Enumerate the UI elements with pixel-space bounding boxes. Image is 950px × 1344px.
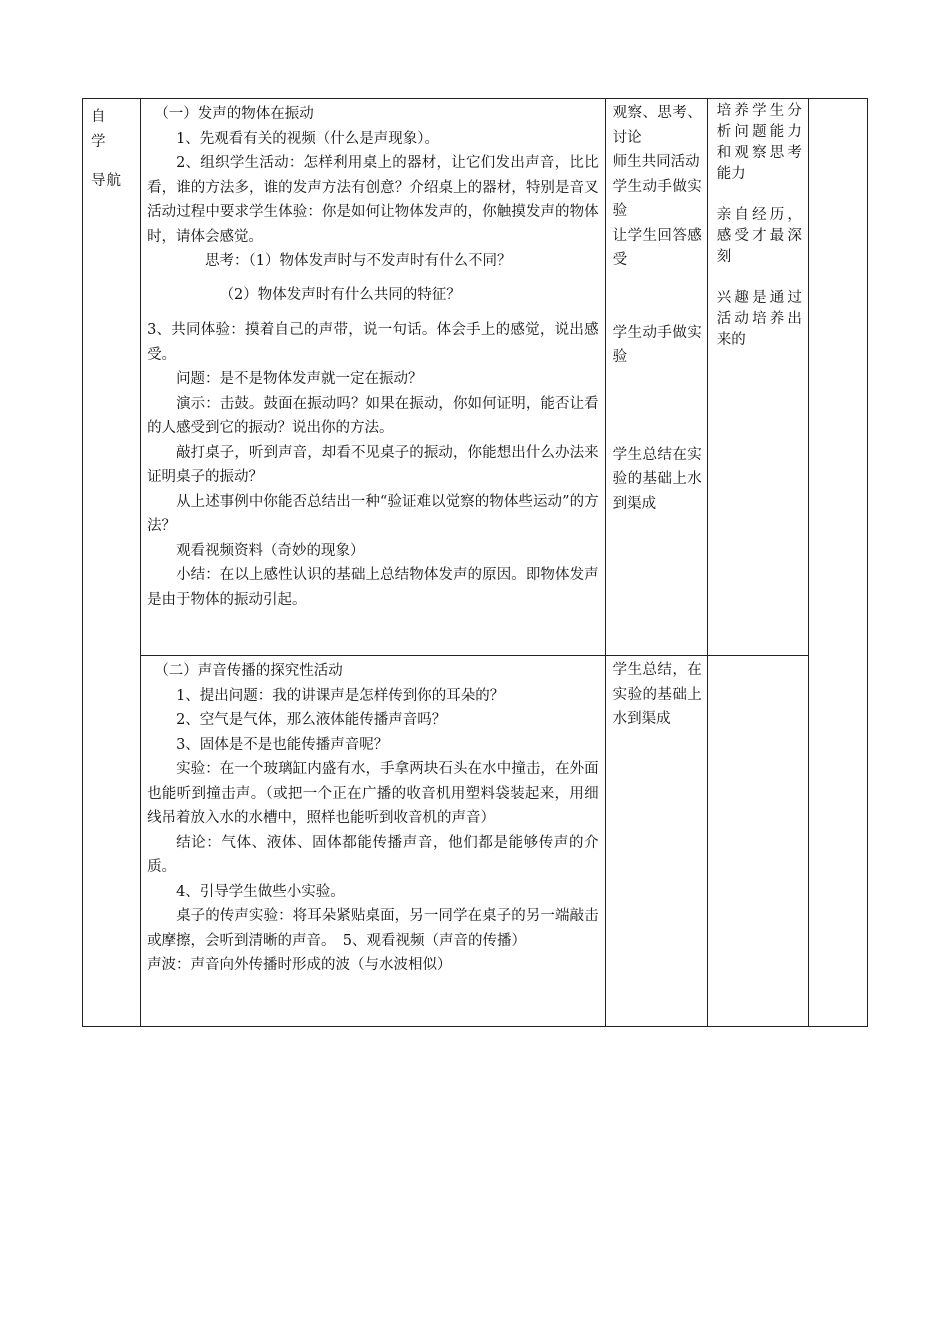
- section-label-line2: 导航: [91, 173, 122, 189]
- paragraph: 思考：（1）物体发声时与不发声时有什么不同？: [205, 253, 512, 269]
- paragraph: 4、引导学生做些小实验。: [176, 883, 345, 900]
- paragraph: 小结：在以上感性认识的基础上总结物体发声的原因。即物体发声是由于物体的振动引起。: [147, 567, 599, 608]
- activity-text: 让学生回答感受: [612, 227, 702, 268]
- paragraph: 桌子的传声实验：将耳朵紧贴桌面，另一同学在桌子的另一端敲击或摩擦，会听到清晰的声音。 5、观看视频（声音的传播）: [147, 908, 599, 949]
- part2-title: （二）声音传播的探究性活动: [154, 663, 343, 679]
- part2-content-cell: [141, 656, 606, 1027]
- paragraph: 敲打桌子，听到声音，却看不见桌子的振动，你能想出什么办法来证明桌子的振动？: [147, 444, 599, 485]
- activity-text: 学生总结在实验的基础上水到渠成: [612, 446, 702, 512]
- activity-text: 学生动手做实验: [612, 324, 702, 365]
- notes-cell: [808, 99, 867, 1027]
- paragraph: 演示：击鼓。鼓面在振动吗？如果在振动，你如何证明，能否让看的人感受到它的振动？说出你的方法。: [147, 395, 599, 436]
- paragraph: 声波：声音向外传播时形成的波（与水波相似）: [147, 957, 452, 973]
- activity-text: 学生动手做实验: [612, 178, 702, 219]
- section-label-line1: 自学: [91, 109, 118, 150]
- goal-text: 亲自经历，感受才最深刻: [716, 207, 802, 265]
- activity-text: 师生共同活动: [612, 154, 700, 170]
- paragraph: 1、提出问题：我的讲课声是怎样传到你的耳朵的？: [176, 687, 505, 704]
- section-label-cell: [83, 99, 141, 1027]
- paragraph: 3、固体是不是也能传播声音呢？: [176, 736, 389, 753]
- paragraph: 2、组织学生活动：怎样利用桌上的器材，让它们发出声音，比比看，谁的方法多，谁的发声方法有创意？介绍桌上的器材，特别是音叉活动过程中要求学生体验：你是如何让物体发声的，你触摸发声的物体时，请体会感觉。: [147, 155, 599, 245]
- paragraph: 3、共同体验：摸着自己的声带，说一句话。体会手上的感觉，说出感受。: [147, 322, 599, 363]
- paragraph: 结论：气体、液体、固体都能传播声音，他们都是能够传声的介质。: [147, 834, 599, 875]
- part2-goal-cell: [707, 656, 808, 1027]
- paragraph: 2、空气是气体，那么液体能传播声音吗？: [176, 712, 447, 728]
- paragraph: 从上述事例中你能否总结出一种“验证难以觉察的物体些运动”的方法？: [147, 493, 599, 534]
- part2-activity-cell: [605, 656, 707, 1027]
- table-row: [83, 99, 868, 656]
- paragraph: （2）物体发声时有什么共同的特征？: [219, 286, 461, 303]
- part1-content-cell: [141, 99, 606, 656]
- table-row: [83, 656, 868, 1027]
- activity-text: 观察、思考、讨论: [612, 105, 702, 146]
- part1-title: （一）发声的物体在振动: [154, 106, 314, 122]
- paragraph: 1、先观看有关的视频（什么是声现象）。: [176, 130, 440, 147]
- activity-text: 学生总结，在实验的基础上水到渠成: [612, 662, 702, 727]
- lesson-plan-table: [82, 98, 868, 1027]
- paragraph: 实验：在一个玻璃缸内盛有水，手拿两块石头在水中撞击，在外面也能听到撞击声。（或把一个正在广播的收音机用塑料袋装起来，用细线吊着放入水的水槽中，照样也能听到收音机的声音）: [147, 761, 599, 826]
- part1-goal-cell: [707, 99, 808, 656]
- goal-text: 兴趣是通过活动培养出来的: [716, 290, 802, 348]
- paragraph: 问题：是不是物体发声就一定在振动？: [176, 371, 423, 387]
- paragraph: 观看视频资料（奇妙的现象）: [176, 542, 365, 559]
- goal-text: 培养学生分析问题能力和观察思考能力: [716, 103, 802, 182]
- part1-activity-cell: [605, 99, 707, 656]
